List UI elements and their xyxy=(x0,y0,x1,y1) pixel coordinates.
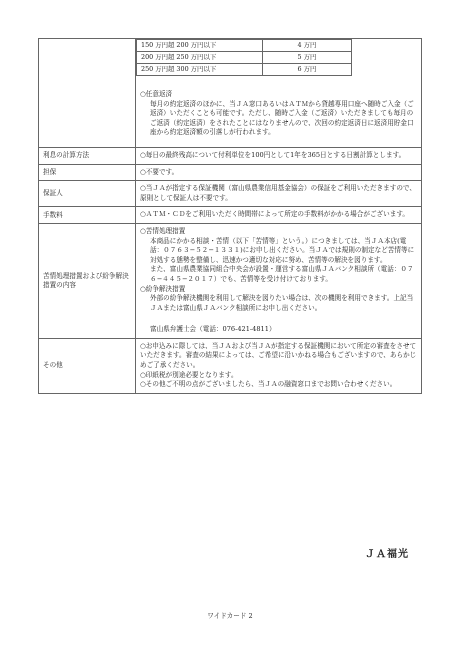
fee-text: ○ＡＴＭ・ＣＤをご利用いただく時間帯によって所定の手数料がかかる場合がございます。 xyxy=(136,207,422,224)
collateral-row xyxy=(39,164,422,181)
fee-label: 手数料 xyxy=(39,207,136,224)
tier-range: 150 万円超 200 万円以下 xyxy=(137,40,263,52)
guarantor-row xyxy=(39,181,422,207)
other-item: ○印紙税が別途必要となります。 xyxy=(140,370,238,379)
dispute-text: 外部の紛争解決機関を利用して解決を図りたい場合は、次の機関を利用できます。上記当ＪＡまたは富山県ＪＡバンク相談所にお申し出ください。 xyxy=(150,294,414,312)
other-label: その他 xyxy=(39,338,136,393)
table-row xyxy=(137,64,352,76)
optional-repayment-text: 毎月の約定返済のほかに、当ＪＡ窓口あるいはＡＴＭから貸越専用口座へ随時ご入金（ご返済）いただくことも可能です。ただし、随時ご入金（ご返済）いただきましても毎月のご返済（約定返済）をされたことにはなりませんので、次回の約定返済日に返済用貯金口座から約定返済額の引落しが行われます。 xyxy=(150,99,414,137)
tier-amount: 6 万円 xyxy=(263,64,352,76)
tier-amount: 4 万円 xyxy=(263,40,352,52)
page-footer: ワイドカード 2 xyxy=(207,612,253,620)
other-cell xyxy=(136,338,422,393)
complaint-row xyxy=(39,223,422,338)
dispute-heading: ○紛争解決措置 xyxy=(140,284,186,293)
tier-range: 250 万円超 300 万円以下 xyxy=(137,64,263,76)
tier-range: 200 万円超 250 万円以下 xyxy=(137,52,263,64)
repayment-cell xyxy=(136,39,422,148)
fee-row xyxy=(39,207,422,224)
complaint-label: 苦情処理措置および紛争解決措置の内容 xyxy=(39,223,136,338)
guarantor-text: ○当ＪＡが指定する保証機関（富山県農業信用基金協会）の保証をご利用いただきますので、原則として保証人は不要です。 xyxy=(136,181,422,207)
tier-amount: 5 万円 xyxy=(263,52,352,64)
optional-repayment-heading: ○任意返済 xyxy=(140,90,173,98)
document-body xyxy=(38,38,422,394)
other-item: ○お申込みに際しては、当ＪＡおよび当ＪＡが指定する保証機関において所定の審査をさせていただきます。審査の結果によっては、ご希望に沿いかねる場合もございますので、あらかじめご了承ください。 xyxy=(140,341,417,370)
complaint-heading: ○苦情処理措置 xyxy=(140,226,186,235)
bar-association-contact: 富山県弁護士会（電話：076-421-4811） xyxy=(150,325,276,334)
consultation-text: また、富山県農業協同組合中央会が設置・運営する富山県ＪＡバンク相談所（電話：０７６−４４５−２０１７）でも、苦情等を受け付けております。 xyxy=(150,265,414,283)
collateral-text: ○不要です。 xyxy=(136,164,422,181)
other-item: ○その他ご不明の点がございましたら、当ＪＡの融資窓口までお問い合わせください。 xyxy=(140,380,397,389)
repayment-row xyxy=(39,39,422,148)
complaint-text: 本商品にかかる相談・苦情（以下「苦情等」という。）につきましては、当ＪＡ本店(電話：０７６３−５２−１３３１)にお申し出ください。当ＪＡでは規則の制定など苦情等に対処する態勢を整備し、迅速かつ適切な対応に努め、苦情等の解決を図ります。 xyxy=(150,236,415,264)
guarantor-label: 保証人 xyxy=(39,181,136,207)
table-row xyxy=(137,52,352,64)
terms-table xyxy=(38,38,422,394)
tier-table xyxy=(136,39,352,76)
collateral-label: 担保 xyxy=(39,164,136,181)
repayment-label-cell xyxy=(39,39,136,148)
interest-row xyxy=(39,147,422,164)
other-row xyxy=(39,338,422,393)
interest-label: 利息の計算方法 xyxy=(39,147,136,164)
table-row xyxy=(137,40,352,52)
complaint-cell xyxy=(136,223,422,338)
issuer-signature: ＪＡ福光 xyxy=(365,549,409,560)
interest-text: ○毎日の最終残高について付利単位を100円として1年を365日とする日割計算とします。 xyxy=(136,147,422,164)
